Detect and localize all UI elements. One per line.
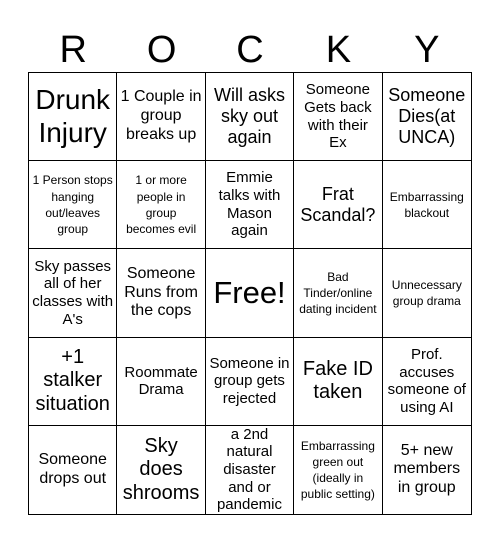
bingo-cell-r3c5[interactable]: Unnecessary group drama [383, 249, 471, 337]
bingo-cell-r4c5[interactable]: Prof. accuses someone of using AI [383, 338, 471, 426]
bingo-cell-r2c1[interactable]: 1 Person stops hanging out/leaves group [29, 161, 117, 249]
bingo-cell-r5c1[interactable]: Someone drops out [29, 426, 117, 514]
header-letter-r: R [59, 29, 87, 71]
bingo-cell-free-space[interactable]: Free! [206, 249, 294, 337]
header-letter-k: K [325, 29, 352, 71]
header-letter-o: O [146, 29, 177, 71]
bingo-board [28, 72, 472, 515]
bingo-cell-r2c3[interactable]: Emmie talks with Mason again [206, 161, 294, 249]
bingo-cell-r5c3[interactable]: a 2nd natural disaster and or pandemic [206, 426, 294, 514]
header-letter-y: Y [414, 29, 440, 71]
bingo-cell-r3c1[interactable]: Sky passes all of her classes with A's [29, 249, 117, 337]
header-letter-c: C [236, 29, 264, 71]
bingo-cell-r5c2[interactable]: Sky does shrooms [117, 426, 205, 514]
bingo-cell-r3c2[interactable]: Someone Runs from the cops [117, 249, 205, 337]
bingo-cell-r1c5[interactable]: Someone Dies(at UNCA) [383, 73, 471, 161]
bingo-cell-r2c2[interactable]: 1 or more people in group becomes evil [117, 161, 205, 249]
bingo-cell-r4c2[interactable]: Roommate Drama [117, 338, 205, 426]
bingo-cell-r5c4[interactable]: Embarrassing green out (ideally in public setting) [294, 426, 382, 514]
bingo-header [29, 28, 471, 72]
bingo-cell-r4c1[interactable]: +1 stalker situation [29, 338, 117, 426]
bingo-cell-r2c4[interactable]: Frat Scandal? [294, 161, 382, 249]
bingo-cell-r5c5[interactable]: 5+ new members in group [393, 441, 461, 497]
bingo-cell-r1c4[interactable]: Someone Gets back with their Ex [294, 73, 382, 161]
bingo-cell-r3c4[interactable]: Bad Tinder/online dating incident [294, 249, 382, 337]
bingo-cell-r2c5[interactable]: Embarrassing blackout [383, 161, 471, 249]
bingo-cell-r1c2[interactable]: 1 Couple in group breaks up [117, 73, 205, 161]
bingo-cell-r1c3[interactable]: Will asks sky out again [206, 73, 294, 161]
bingo-cell-r4c4[interactable]: Fake ID taken [294, 338, 382, 426]
bingo-cell-r4c3[interactable]: Someone in group gets rejected [206, 338, 294, 426]
bingo-cell-r1c1[interactable]: Drunk Injury [29, 73, 117, 161]
